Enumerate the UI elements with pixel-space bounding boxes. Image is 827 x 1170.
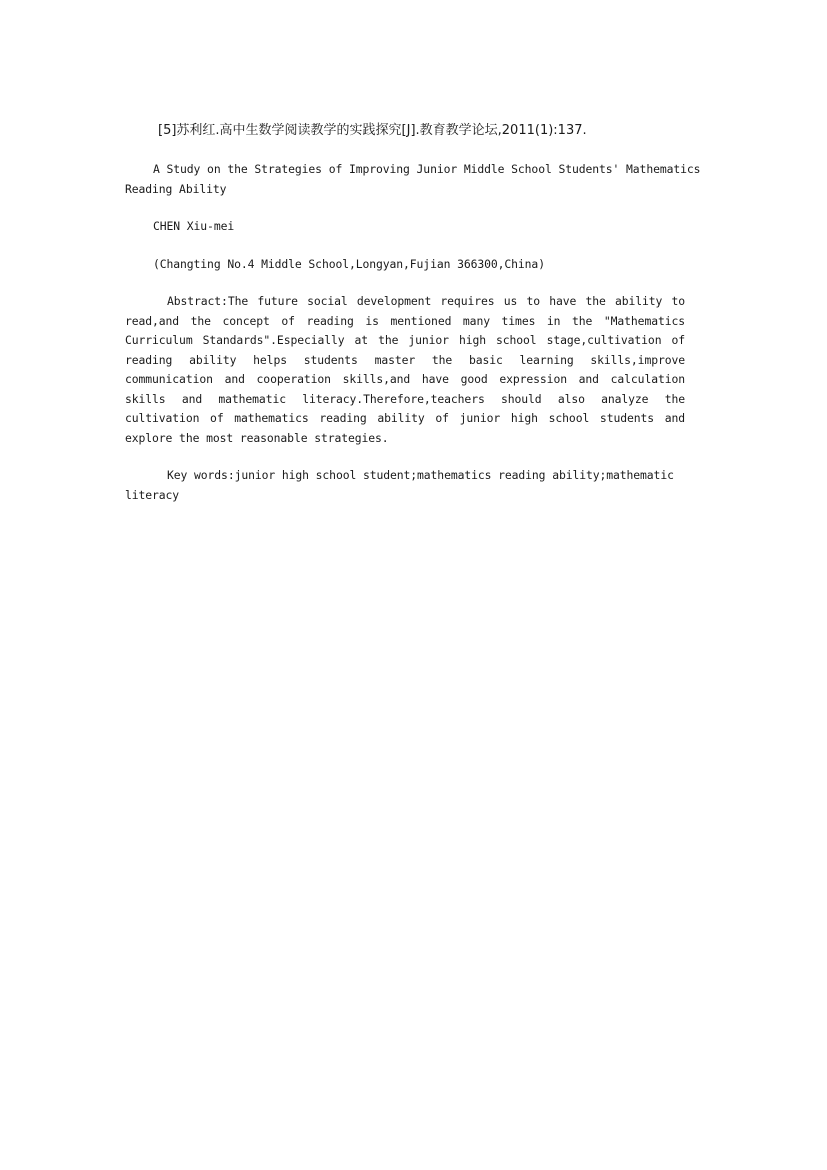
abstract-paragraph: Abstract:The future social development requires us to have the ability to read,and the concept of reading is mentioned many times in the "Mathematics Curriculum Standards".Especially at the junior high school stage,cultivation of reading ability helps students master the basic learning skills,improve communication and cooperation skills,and have good expression and calculation skills and mathematic literacy.Therefore,teachers should also analyze the cultivation of mathematics reading ability of junior high school students and explore the most reasonable strategies. <box>125 294 685 445</box>
author-affiliation: (Changting No.4 Middle School,Longyan,Fujian 366300,China) <box>153 257 545 271</box>
keywords-paragraph: Key words:junior high school student;mathematics reading ability;mathematic literacy <box>125 468 674 502</box>
paper-title: A Study on the Strategies of Improving Junior Middle School Students' Mathematics Reading Ability <box>125 162 701 196</box>
author-name: CHEN Xiu-mei <box>153 219 235 233</box>
reference-entry: [5]苏利红.高中生数学阅读教学的实践探究[J].教育教学论坛,2011(1):137. <box>158 123 587 138</box>
